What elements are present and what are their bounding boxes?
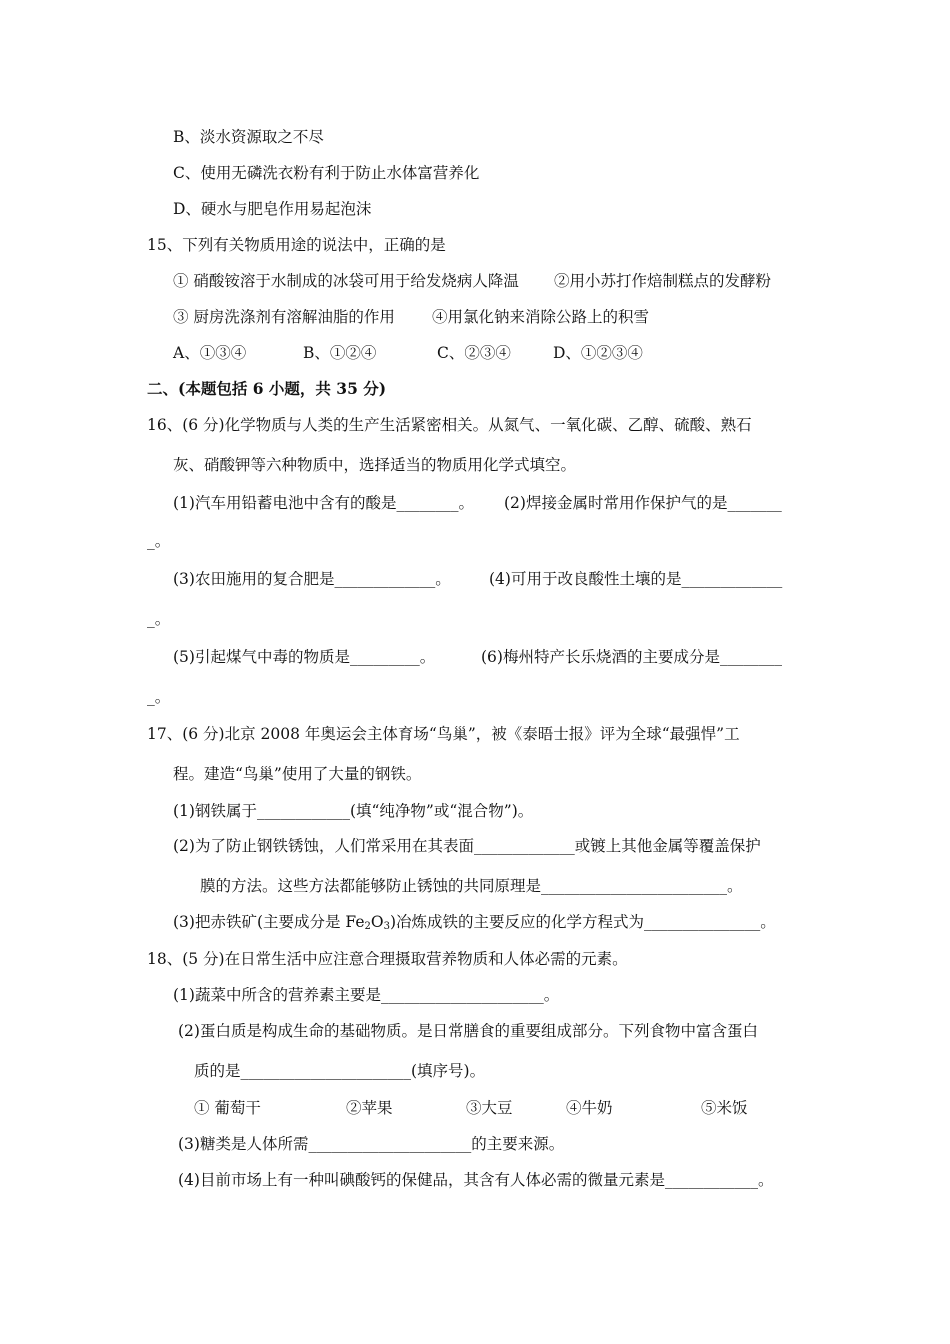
q17-part-3-post: )冶炼成铁的主要反应的化学方程式为_______________。 bbox=[389, 913, 776, 931]
q16-part-4: (4)可用于改良酸性土壤的是_____________ bbox=[489, 570, 783, 588]
q16-part-3: (3)农田施用的复合肥是_____________。 bbox=[173, 570, 451, 588]
q18-part-1: (1)蔬菜中所含的营养素主要是_____________________。 bbox=[173, 986, 560, 1004]
q15-option-c: C、②③④ bbox=[437, 344, 511, 362]
q18-part-3: (3)糖类是人体所需_____________________的主要来源。 bbox=[178, 1135, 565, 1153]
q18-part-2-line1: (2)蛋白质是构成生命的基础物质。是日常膳食的重要组成部分。下列食物中富含蛋白 bbox=[178, 1022, 758, 1040]
q17-part-1: (1)钢铁属于____________(填“纯净物”或“混合物”)。 bbox=[173, 802, 534, 820]
q16-part-1: (1)汽车用铅蓄电池中含有的酸是________。 bbox=[173, 494, 474, 512]
q17-part-3-sub1: 2 bbox=[364, 921, 371, 932]
q18-food-5: ⑤米饭 bbox=[701, 1099, 748, 1117]
q18-stem: 18、(5 分)在日常生活中应注意合理摄取营养物质和人体必需的元素。 bbox=[147, 950, 628, 968]
q15-item-3: ③ 厨房洗涤剂有溶解油脂的作用 bbox=[173, 308, 395, 326]
q16-part-5: (5)引起煤气中毒的物质是_________。 bbox=[173, 648, 436, 666]
q17-stem-line2: 程。建造“鸟巢”使用了大量的钢铁。 bbox=[173, 765, 422, 783]
q16-part-2: (2)焊接金属时常用作保护气的是_______ bbox=[504, 494, 782, 512]
q15-stem: 15、下列有关物质用途的说法中，正确的是 bbox=[147, 236, 446, 254]
q18-part-4: (4)目前市场上有一种叫碘酸钙的保健品，其含有人体必需的微量元素是____________。 bbox=[178, 1171, 774, 1189]
q16-part-6: (6)梅州特产长乐烧酒的主要成分是________ bbox=[481, 648, 782, 666]
q18-food-1: ① 葡萄干 bbox=[194, 1099, 261, 1117]
q17-part-3-mid: O bbox=[370, 913, 384, 931]
q15-option-a: A、①③④ bbox=[173, 344, 247, 362]
q16-stem-line2: 灰、硝酸钾等六种物质中，选择适当的物质用化学式填空。 bbox=[173, 456, 577, 474]
q17-part-3 bbox=[173, 912, 776, 932]
q18-food-3: ③大豆 bbox=[466, 1099, 513, 1117]
q18-food-2: ②苹果 bbox=[346, 1099, 393, 1117]
q15-item-2: ②用小苏打作焙制糕点的发酵粉 bbox=[554, 272, 772, 290]
q15-item-4: ④用氯化钠来消除公路上的积雪 bbox=[432, 308, 650, 326]
q14-option-b: B、淡水资源取之不尽 bbox=[173, 128, 324, 146]
q15-item-1: ① 硝酸铵溶于水制成的冰袋可用于给发烧病人降温 bbox=[173, 272, 519, 290]
q17-part-3-pre: (3)把赤铁矿(主要成分是 Fe bbox=[173, 913, 365, 931]
q16-stem-line1: 16、(6 分)化学物质与人类的生产生活紧密相关。从氮气、一氧化碳、乙醇、硫酸、熟石 bbox=[147, 416, 752, 434]
q14-option-c: C、使用无磷洗衣粉有利于防止水体富营养化 bbox=[173, 164, 480, 182]
q18-food-4: ④牛奶 bbox=[566, 1099, 613, 1117]
q17-part-3-sub2: 3 bbox=[383, 921, 390, 932]
q15-option-b: B、①②④ bbox=[303, 344, 377, 362]
section-heading: 二、(本题包括 6 小题，共 35 分) bbox=[147, 379, 387, 398]
q15-option-d: D、①②③④ bbox=[553, 344, 643, 362]
q16-part-6-tail: _。 bbox=[147, 688, 171, 706]
q16-part-2-tail: _。 bbox=[147, 532, 171, 550]
q16-part-4-tail: _。 bbox=[147, 610, 171, 628]
q18-part-2-line2: 质的是______________________(填序号)。 bbox=[194, 1062, 486, 1080]
q14-option-d: D、硬水与肥皂作用易起泡沫 bbox=[173, 200, 372, 218]
q17-part-2-line1: (2)为了防止钢铁锈蚀，人们常采用在其表面_____________或镀上其他金属等覆盖保护 bbox=[173, 837, 761, 855]
q17-stem-line1: 17、(6 分)北京 2008 年奥运会主体育场“鸟巢”，被《泰晤士报》评为全球“最强悍”工 bbox=[147, 725, 740, 743]
q17-part-2-line2: 膜的方法。这些方法都能够防止锈蚀的共同原理是________________________。 bbox=[200, 877, 743, 895]
